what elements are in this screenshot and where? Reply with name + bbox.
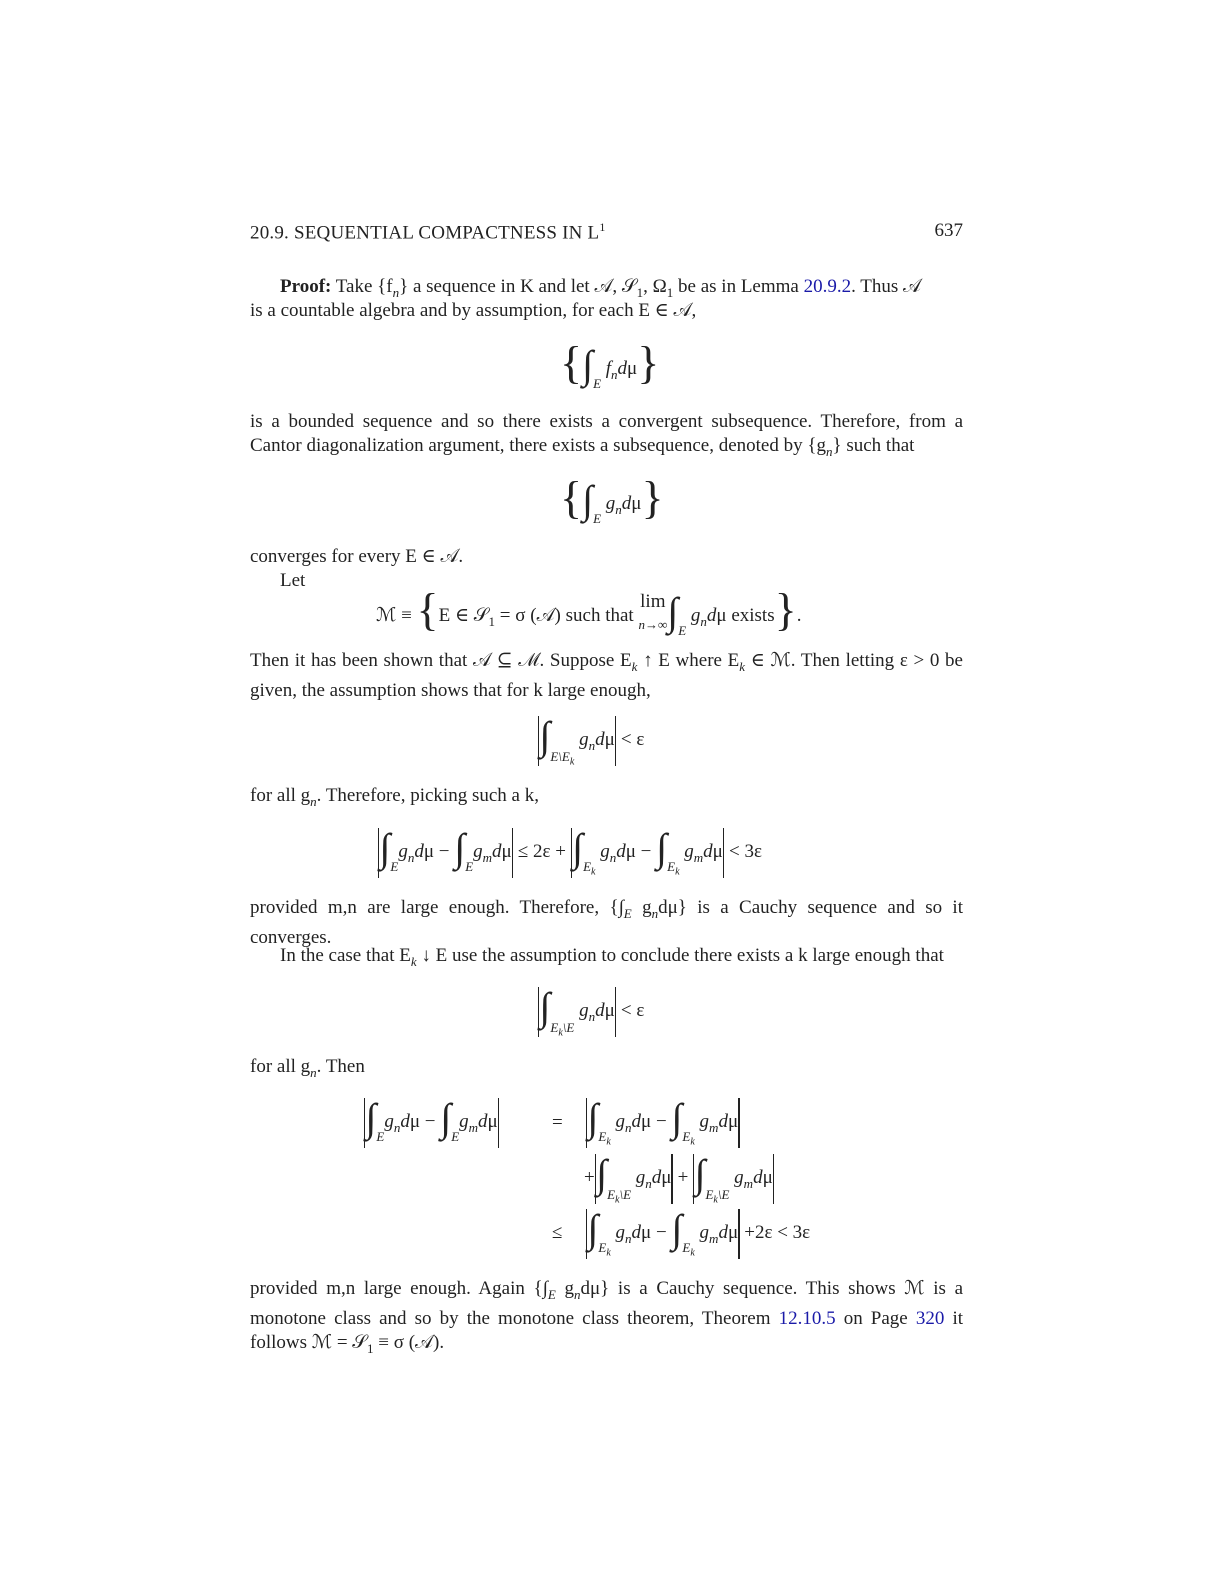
equation-fn-integral: {$\int_E$ $f_nd\mu$} [560, 337, 660, 391]
proof-paragraph-8: In the case that $E_k$ ↓ E use the assumption to conclude there exists a k large enough that [280, 945, 944, 969]
equation-tail-small-2: $\int_{E_k\backslash E}$ $g_nd\mu < \varepsilon$ [539, 984, 645, 1039]
proof-paragraph-5: Then it has been shown that 𝒜 ⊆ ℳ. Suppose $E_k$ ↑ E where $E_k$ ∈ ℳ. Then letting ε > 0 be given, the assumption shows that for k large enough, [250, 650, 963, 701]
theorem-link[interactable]: 12.10.5 [778, 1307, 836, 1329]
proof-paragraph-6: for all $g_n$. Therefore, picking such a k, [250, 785, 539, 809]
page-link[interactable]: 320 [915, 1307, 945, 1329]
proof-paragraph-10: provided m,n large enough. Again {$\int_E$ $g_nd\mu$} is a Cauchy sequence. This shows ℳ is a monotone class and so by the monotone class theorem, Theorem 12.10.5 on Page 320 it follows ℳ = 𝒮$_1$ ≡ σ (𝒜). [250, 1278, 963, 1356]
equals-sign: = [552, 1112, 563, 1133]
page-number: 637 [934, 220, 963, 241]
equation-aligned-rhs-3: $\int_{E_k}$ $g_nd\mu - \int_{E_k}$ $g_md\mu +2\varepsilon < 3\varepsilon$ [587, 1206, 811, 1259]
equation-aligned-rhs-1: $\int_{E_k}$ $g_nd\mu - \int_{E_k}$ $g_md\mu$ [587, 1095, 739, 1148]
section-title: 20.9. SEQUENTIAL COMPACTNESS IN $L^1$ [250, 220, 606, 244]
proof-paragraph-7: provided m,n are large enough. Therefore, {$\int_E$ $g_nd\mu$} is a Cauchy sequence and so it converges. [250, 897, 963, 948]
running-header [250, 220, 963, 244]
lemma-link[interactable]: 20.9.2 [803, 276, 852, 297]
proof-paragraph-3: converges for every E ∈ 𝒜. [250, 546, 464, 567]
equation-aligned-lhs: $\int_Eg_nd\mu - \int_Eg_md\mu$ [364, 1094, 499, 1148]
proof-paragraph-1-cont: is a countable algebra and by assumption, for each E ∈ 𝒜, [250, 300, 697, 321]
proof-paragraph-9: for all $g_n$. Then [250, 1056, 365, 1080]
equation-gn-integral: {$\int_E$ $g_nd\mu$} [560, 472, 664, 526]
proof-paragraph-1: Proof: Take $\{f_n\}$ a sequence in K and let 𝒜, 𝒮$_1$, $\Omega_1$ be as in Lemma 20.9.2. Thus 𝒜 [280, 276, 921, 300]
equation-tail-small: $\int_{E\backslash E_k}$ $g_nd\mu < \varepsilon$ [539, 713, 645, 768]
equation-M-definition: ℳ ≡ {E ∈ 𝒮$_1$ = σ (𝒜) such that lim $n\to\infty\int_E$ $g_nd\mu$ exists}. [376, 584, 802, 638]
le-sign: ≤ [552, 1222, 563, 1243]
equation-cauchy-estimate: $\int_Eg_nd\mu - \int_Eg_md\mu \le 2\varepsilon + \int_{E_k}$ $g_nd\mu - \int_{E_k}$ $g_md\mu < 3\varepsilon$ [379, 825, 762, 878]
equation-aligned-rhs-2: $+\int_{E_k\backslash E}$ $g_nd\mu + \int_{E_k\backslash E}$ $g_md\mu$ [584, 1151, 773, 1206]
proof-paragraph-let: Let [280, 570, 306, 591]
proof-paragraph-2: is a bounded sequence and so there exists a convergent subsequence. Therefore, from a Cantor diagonalization argument, there exists a subsequence, denoted by $\{g_n\}$ such that [250, 411, 963, 459]
